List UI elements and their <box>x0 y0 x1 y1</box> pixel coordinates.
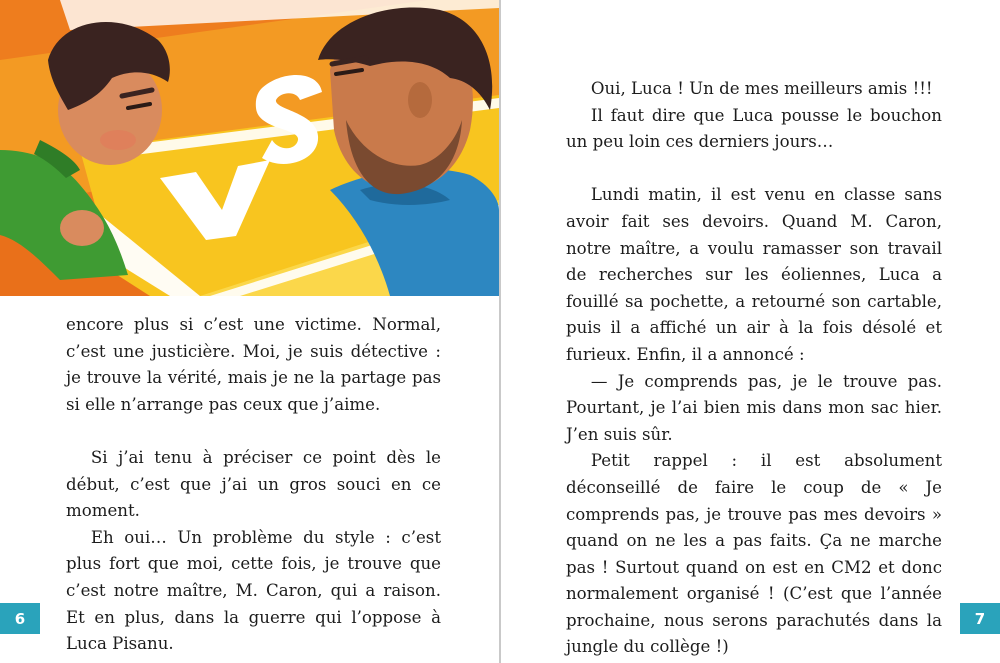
paragraph: encore plus si c’est une victime. Normal, c’est une justicière. Moi, je suis détective : je trouve la vérité, mais je ne la partage pas si elle n’arrange pas ceux que j’aime. <box>66 315 441 414</box>
page-number-left: 6 <box>0 603 40 634</box>
paragraph: Il faut dire que Luca pousse le bouchon un peu loin ces derniers jours… <box>566 105 942 152</box>
left-page <box>0 0 499 663</box>
versus-illustration-svg <box>0 0 499 296</box>
chapter-illustration <box>0 0 499 296</box>
boy-cheek <box>100 130 136 150</box>
right-page-text <box>566 76 942 661</box>
page-number-right: 7 <box>960 603 1000 634</box>
right-page <box>501 0 1000 663</box>
paragraph: Oui, Luca ! Un de mes meilleurs amis !!! <box>590 79 933 98</box>
paragraph: — Je comprends pas, je le trouve pas. Pourtant, je l’ai bien mis dans mon sac hier. J’en suis sûr. <box>566 371 942 444</box>
left-page-text <box>66 312 441 658</box>
man-ear <box>408 82 432 118</box>
paragraph: Eh oui… Un problème du style : c’est plus fort que moi, cette fois, je trouve que c’est notre maître, M. Caron, qui a raison. Et en plus, dans la guerre qui l’oppose à Luca Pisanu. <box>66 527 441 654</box>
boy-fist <box>60 210 104 246</box>
paragraph: Si j’ai tenu à préciser ce point dès le début, c’est que j’ai un gros souci en ce moment. <box>66 447 441 521</box>
paragraph: Lundi matin, il est venu en classe sans avoir fait ses devoirs. Quand M. Caron, notre maître, a voulu ramasser son travail de recherches sur les éoliennes, Luca a fouillé sa pochette, a retourné son cartable, puis il a affiché un air à la fois désolé et furieux. Enfin, il a annoncé : <box>566 185 942 364</box>
paragraph: Petit rappel : il est absolument déconseillé de faire le coup de « Je comprends pas, je trouve pas mes devoirs » quand on ne les a pas faits. Ça ne marche pas ! Surtout quand on est en CM2 et donc normalement organisé ! (C’est que l’année prochaine, nous serons parachutés dans la jungle du collège !) <box>566 451 942 657</box>
